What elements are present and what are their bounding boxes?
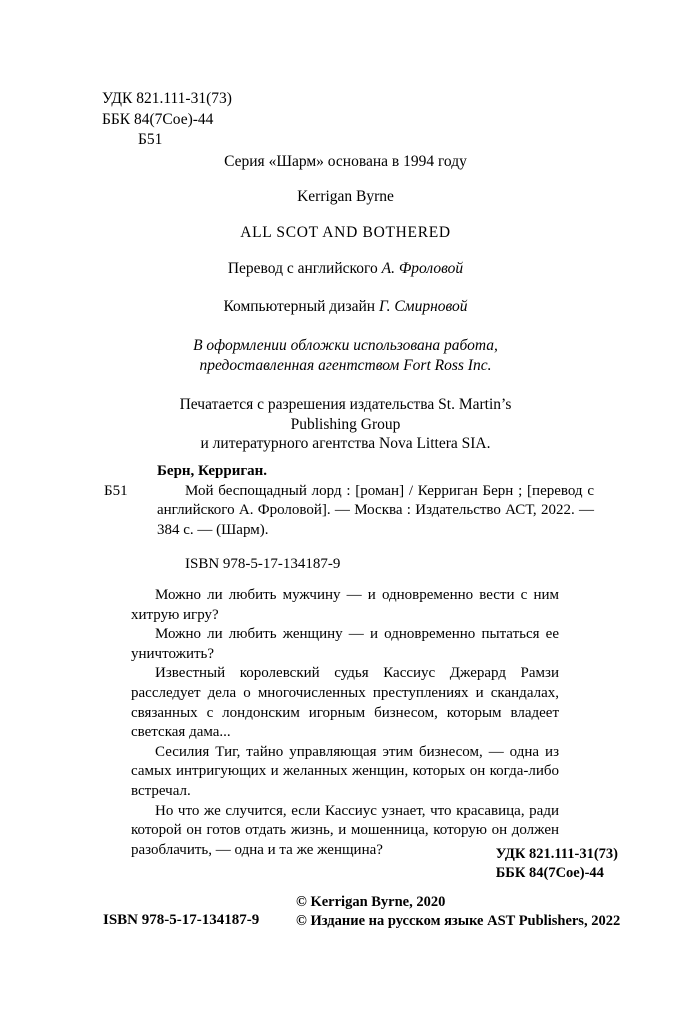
copyright-line-2: © Издание на русском языке AST Publishers, 2022 — [296, 913, 621, 929]
original-author-name: Kerrigan Byrne — [297, 188, 394, 205]
copyright-block — [296, 893, 620, 931]
permission-line-3: и литературного агентства Nova Littera SIA. — [200, 435, 491, 452]
cip-description: Мой беспощадный лорд : [роман] / Керриган Берн ; [перевод с английского А. Фроловой]. — Москва : Издательство АСТ, 2022. — 384 с. — (Шарм). — [157, 482, 594, 538]
annotation-paragraph: Сесилия Тиг, тайно управляющая этим бизнесом, — одна из самых интригующих и желанных женщин, которых он когда-либо встречал. — [131, 743, 559, 799]
shelf-mark-top: Б51 — [138, 131, 163, 148]
annotation-paragraph: Можно ли любить женщину — и одновременно пытаться ее уничтожить? — [131, 626, 559, 662]
annotation-text — [131, 586, 559, 860]
cover-art-credit-line-1: В оформлении обложки использована работа, — [193, 337, 498, 354]
designer-name: Г. Смирновой — [378, 298, 468, 315]
udk-code-top: УДК 821.111-31(73) — [102, 90, 232, 107]
bbk-code-top: ББК 84(7Сое)-44 — [102, 110, 214, 128]
publisher-permission-note — [0, 395, 691, 454]
cover-art-credit-line-2: предоставленная агентством Fort Ross Inc. — [199, 356, 492, 374]
series-line: Серия «Шарм» основана в 1994 году — [224, 153, 467, 170]
annotation-paragraph: Но что же случится, если Кассиус узнает, что красавица, ради которой он готов отдать жизнь, и мошенница, которую он должен разоблачить, — одна и та же женщина? — [131, 802, 559, 858]
permission-line-2: Publishing Group — [290, 415, 401, 433]
cip-record — [104, 462, 594, 575]
original-title: ALL SCOT AND BOTHERED — [240, 224, 451, 241]
translator-name: А. Фроловой — [381, 260, 464, 277]
translation-label: Перевод с английского — [227, 260, 382, 277]
cip-body — [157, 462, 594, 575]
bbk-code-bottom: ББК 84(7Сое)-44 — [495, 865, 604, 881]
classification-codes-bottom — [496, 845, 618, 883]
cip-shelf-mark: Б51 — [104, 482, 128, 499]
translation-credit — [0, 259, 691, 278]
design-credit — [0, 297, 691, 316]
udk-code-bottom: УДК 821.111-31(73) — [495, 846, 618, 862]
design-label: Компьютерный дизайн — [223, 298, 379, 315]
annotation-paragraph: Известный королевский судья Кассиус Джерард Рамзи расследует дела о многочисленных преступлениях и скандалах, связанных с лондонским игорным бизнесом, которым владеет светская дама... — [131, 665, 559, 741]
copyright-line-1: © Kerrigan Byrne, 2020 — [296, 894, 446, 910]
cip-isbn: ISBN 978-5-17-134187-9 — [185, 556, 341, 572]
classification-codes-top — [102, 89, 232, 151]
permission-line-1: Печатается с разрешения издательства St. Martin’s — [179, 396, 512, 413]
cip-author-heading: Берн, Керриган. — [157, 463, 268, 479]
annotation-paragraph: Можно ли любить мужчину — и одновременно вести с ним хитрую игру? — [131, 587, 559, 623]
cover-art-credit — [0, 336, 691, 375]
title-block — [0, 152, 691, 454]
footer-isbn: ISBN 978-5-17-134187-9 — [103, 912, 260, 928]
